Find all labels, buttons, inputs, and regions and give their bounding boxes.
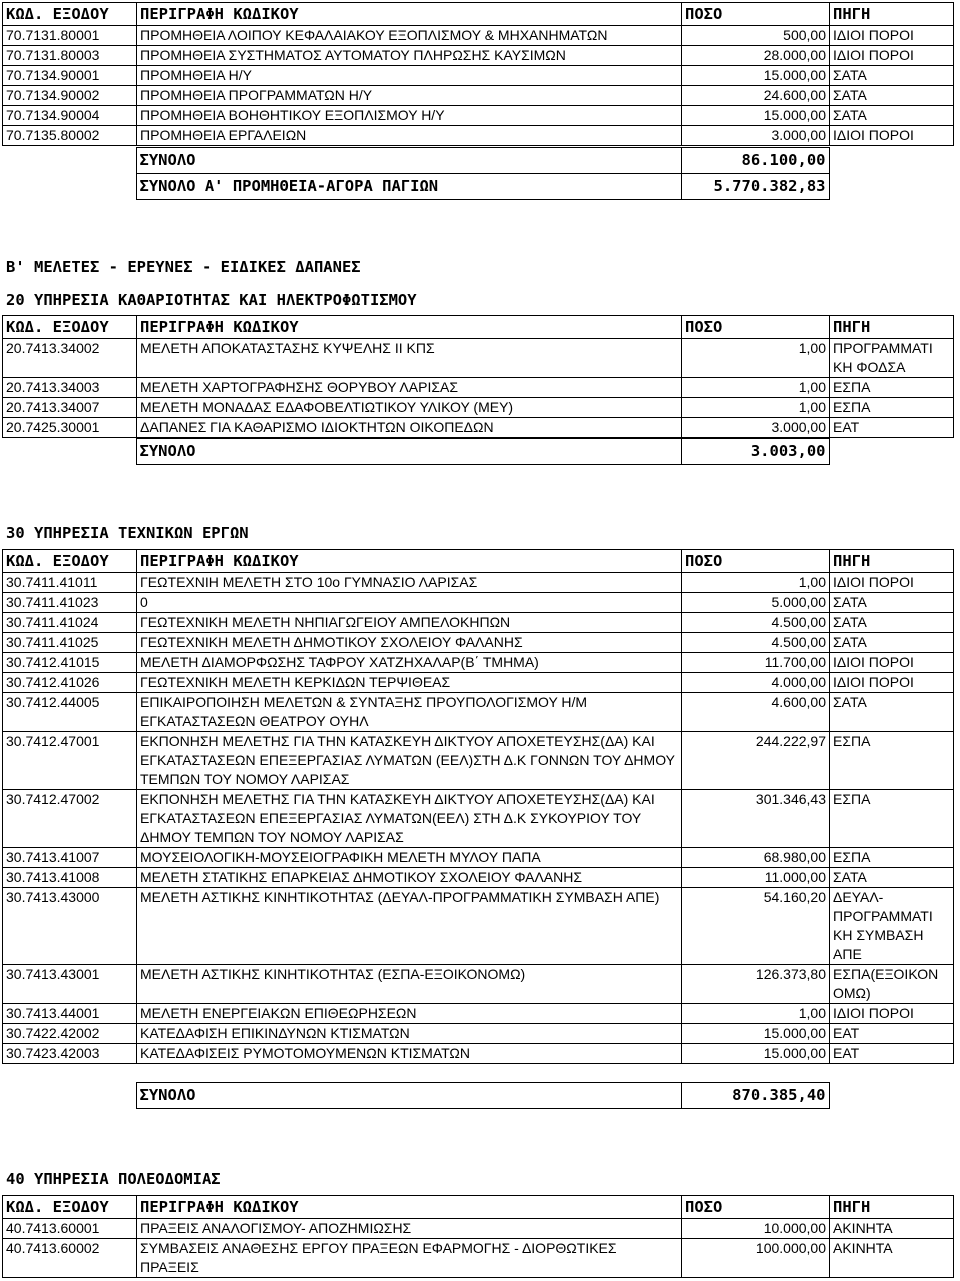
procurement-table <box>2 2 954 146</box>
table-row <box>3 418 954 438</box>
row-amount: 15.000,00 <box>682 106 830 126</box>
table-header <box>3 1196 954 1219</box>
header-code: ΚΩΔ. ΕΞΟΔΟΥ <box>3 1196 137 1219</box>
row-amount: 10.000,00 <box>682 1219 830 1239</box>
header-source: ΠΗΓΗ <box>830 550 954 573</box>
header-code: ΚΩΔ. ΕΞΟΔΟΥ <box>3 3 137 26</box>
row-amount: 3.000,00 <box>682 418 830 438</box>
table-row <box>3 633 954 653</box>
section-20-totals <box>2 438 953 465</box>
row-description: ΔΑΠΑΝΕΣ ΓΙΑ ΚΑΘΑΡΙΣΜΟ ΙΔΙΟΚΤΗΤΩΝ ΟΙΚΟΠΕΔΩΝ <box>137 418 682 438</box>
total-row <box>2 439 953 465</box>
table-row <box>3 732 954 790</box>
row-description: ΠΡΑΞΕΙΣ ΑΝΑΛΟΓΙΣΜΟΥ- ΑΠΟΖΗΜΙΩΣΗΣ <box>137 1219 682 1239</box>
row-source: ΕΣΠΑ <box>830 848 954 868</box>
header-source: ΠΗΓΗ <box>830 1196 954 1219</box>
table-row <box>3 1004 954 1024</box>
table-row <box>3 693 954 732</box>
row-code: 30.7413.43001 <box>3 965 137 1004</box>
row-amount: 24.600,00 <box>682 86 830 106</box>
table-row <box>3 398 954 418</box>
table-row <box>3 1219 954 1239</box>
row-description: ΜΕΛΕΤΗ ΕΝΕΡΓΕΙΑΚΩΝ ΕΠΙΘΕΩΡΗΣΕΩΝ <box>137 1004 682 1024</box>
row-amount: 1,00 <box>682 398 830 418</box>
row-amount: 4.600,00 <box>682 693 830 732</box>
row-code: 70.7135.80002 <box>3 126 137 146</box>
row-amount: 500,00 <box>682 26 830 46</box>
table-row <box>3 66 954 86</box>
total-label: ΣΥΝΟΛΟ <box>136 439 681 465</box>
row-source: ΙΔΙΟΙ ΠΟΡΟΙ <box>830 46 954 66</box>
row-description: ΠΡΟΜΗΘΕΙΑ ΛΟΙΠΟΥ ΚΕΦΑΛΑΙΑΚΟΥ ΕΞΟΠΛΙΣΜΟΥ & ΜΗΧΑΝΗΜΑΤΩΝ <box>137 26 682 46</box>
grand-total-label: ΣΥΝΟΛΟ Α' ΠΡΟΜΗΘΕΙΑ-ΑΓΟΡΑ ΠΑΓΙΩΝ <box>136 174 681 200</box>
row-source: ΙΔΙΟΙ ΠΟΡΟΙ <box>830 673 954 693</box>
header-amount: ΠΟΣΟ <box>682 316 830 339</box>
header-desc: ΠΕΡΙΓΡΑΦΗ ΚΩΔΙΚΟΥ <box>137 550 682 573</box>
row-source: ΕΑΤ <box>830 1044 954 1064</box>
row-description: ΜΕΛΕΤΗ ΧΑΡΤΟΓΡΑΦΗΣΗΣ ΘΟΡΥΒΟΥ ΛΑΡΙΣΑΣ <box>137 378 682 398</box>
total-value: 86.100,00 <box>681 148 829 174</box>
header-source: ΠΗΓΗ <box>830 3 954 26</box>
row-code: 30.7413.41008 <box>3 868 137 888</box>
row-code: 30.7413.41007 <box>3 848 137 868</box>
row-amount: 54.160,20 <box>682 888 830 965</box>
row-code: 40.7413.60002 <box>3 1239 137 1278</box>
row-source: ΕΑΤ <box>830 1024 954 1044</box>
row-amount: 1,00 <box>682 1004 830 1024</box>
row-source: ΕΣΠΑ <box>830 398 954 418</box>
row-source: ΙΔΙΟΙ ΠΟΡΟΙ <box>830 126 954 146</box>
row-description: ΓΕΩΤΕΧΝΙΚΗ ΜΕΛΕΤΗ ΝΗΠΙΑΓΩΓΕΙΟΥ ΑΜΠΕΛΟΚΗΠΩΝ <box>137 613 682 633</box>
chapter-b-title: Β' ΜΕΛΕΤΕΣ - ΕΡΕΥΝΕΣ - ΕΙΔΙΚΕΣ ΔΑΠΑΝΕΣ <box>6 258 361 276</box>
row-code: 20.7413.34002 <box>3 339 137 378</box>
row-amount: 11.000,00 <box>682 868 830 888</box>
row-description: ΠΡΟΜΗΘΕΙΑ ΠΡΟΓΡΑΜΜΑΤΩΝ Η/Υ <box>137 86 682 106</box>
row-code: 30.7413.43000 <box>3 888 137 965</box>
grand-total-row <box>2 174 953 200</box>
table-row <box>3 26 954 46</box>
header-code: ΚΩΔ. ΕΞΟΔΟΥ <box>3 550 137 573</box>
header-amount: ΠΟΣΟ <box>682 1196 830 1219</box>
table-row <box>3 888 954 965</box>
row-description: ΕΠΙΚΑΙΡΟΠΟΙΗΣΗ ΜΕΛΕΤΩΝ & ΣΥΝΤΑΞΗΣ ΠΡΟΥΠΟΛΟΓΙΣΜΟΥ Η/Μ ΕΓΚΑΤΑΣΤΑΣΕΩΝ ΘΕΑΤΡΟΥ ΟΥΗΛ <box>137 693 682 732</box>
row-source: ΕΣΠΑ <box>830 790 954 848</box>
row-source: ΔΕΥΑΛ-ΠΡΟΓΡΑΜΜΑΤΙ ΚΗ ΣΥΜΒΑΣΗ ΑΠΕ <box>830 888 954 965</box>
row-code: 20.7413.34003 <box>3 378 137 398</box>
row-description: ΜΕΛΕΤΗ ΜΟΝΑΔΑΣ ΕΔΑΦΟΒΕΛΤΙΩΤΙΚΟΥ ΥΛΙΚΟΥ (ΜΕΥ) <box>137 398 682 418</box>
row-source: ΣΑΤΑ <box>830 633 954 653</box>
section-30-title: 30 ΥΠΗΡΕΣΙΑ ΤΕΧΝΙΚΩΝ ΕΡΓΩΝ <box>6 524 249 542</box>
row-code: 30.7412.47001 <box>3 732 137 790</box>
table-row <box>3 848 954 868</box>
section-30-table <box>2 549 954 1064</box>
row-amount: 1,00 <box>682 378 830 398</box>
row-description: ΜΕΛΕΤΗ ΑΠΟΚΑΤΑΣΤΑΣΗΣ ΚΥΨΕΛΗΣ ΙΙ ΚΠΣ <box>137 339 682 378</box>
row-source: ΠΡΟΓΡΑΜΜΑΤΙ ΚΗ ΦΟΔΣΑ <box>830 339 954 378</box>
table-row <box>3 790 954 848</box>
table-header <box>3 3 954 26</box>
row-amount: 100.000,00 <box>682 1239 830 1278</box>
row-source: ΕΑΤ <box>830 418 954 438</box>
row-amount: 11.700,00 <box>682 653 830 673</box>
header-amount: ΠΟΣΟ <box>682 3 830 26</box>
row-code: 70.7134.90002 <box>3 86 137 106</box>
row-description: ΕΚΠΟΝΗΣΗ ΜΕΛΕΤΗΣ ΓΙΑ ΤΗΝ ΚΑΤΑΣΚΕΥΗ ΔΙΚΤΥΟΥ ΑΠΟΧΕΤΕΥΣΗΣ(ΔΑ) ΚΑΙ ΕΓΚΑΤΑΣΤΑΣΕΩΝ ΕΠΕΞΕΡΓΑΣΙΑΣ ΛΥΜΑΤΩΝ(ΕΕΛ) ΣΤΗ Δ.Κ ΣΥΚΟΥΡΙΟΥ ΤΟΥ ΔΗΜΟΥ ΤΕΜΠΩΝ ΤΟΥ ΝΟΜΟΥ ΛΑΡΙΣΑΣ <box>137 790 682 848</box>
row-description: ΠΡΟΜΗΘΕΙΑ ΒΟΗΘΗΤΙΚΟΥ ΕΞΟΠΛΙΣΜΟΥ Η/Υ <box>137 106 682 126</box>
table-row <box>3 86 954 106</box>
table-body <box>3 1219 954 1278</box>
table-row <box>3 593 954 613</box>
table-row <box>3 613 954 633</box>
row-source: ΣΑΤΑ <box>830 693 954 732</box>
total-label: ΣΥΝΟΛΟ <box>136 1083 681 1109</box>
row-amount: 301.346,43 <box>682 790 830 848</box>
row-source: ΕΣΠΑ <box>830 378 954 398</box>
table-row <box>3 868 954 888</box>
row-source: ΙΔΙΟΙ ΠΟΡΟΙ <box>830 573 954 593</box>
row-code: 30.7411.41023 <box>3 593 137 613</box>
row-source: ΣΑΤΑ <box>830 868 954 888</box>
row-description: ΕΚΠΟΝΗΣΗ ΜΕΛΕΤΗΣ ΓΙΑ ΤΗΝ ΚΑΤΑΣΚΕΥΗ ΔΙΚΤΥΟΥ ΑΠΟΧΕΤΕΥΣΗΣ(ΔΑ) ΚΑΙ ΕΓΚΑΤΑΣΤΑΣΕΩΝ ΕΠΕΞΕΡΓΑΣΙΑΣ ΛΥΜΑΤΩΝ (ΕΕΛ)ΣΤΗ Δ.Κ ΓΟΝΝΩΝ ΤΟΥ ΔΗΜΟΥ ΤΕΜΠΩΝ ΤΟΥ ΝΟΜΟΥ ΛΑΡΙΣΑΣ <box>137 732 682 790</box>
row-code: 30.7411.41011 <box>3 573 137 593</box>
section-20-title: 20 ΥΠΗΡΕΣΙΑ ΚΑΘΑΡΙΟΤΗΤΑΣ ΚΑΙ ΗΛΕΚΤΡΟΦΩΤΙΣΜΟΥ <box>6 291 417 309</box>
row-amount: 4.500,00 <box>682 613 830 633</box>
section-40-table <box>2 1195 954 1278</box>
section-30-totals <box>2 1082 953 1109</box>
row-description: ΣΥΜΒΑΣΕΙΣ ΑΝΑΘΕΣΗΣ ΕΡΓΟΥ ΠΡΑΞΕΩΝ ΕΦΑΡΜΟΓΗΣ - ΔΙΟΡΘΩΤΙΚΕΣ ΠΡΑΞΕΙΣ <box>137 1239 682 1278</box>
row-amount: 4.000,00 <box>682 673 830 693</box>
table-row <box>3 1239 954 1278</box>
table-row <box>3 965 954 1004</box>
row-description: ΓΕΩΤΕΧΝΙΚΗ ΜΕΛΕΤΗ ΚΕΡΚΙΔΩΝ ΤΕΡΨΙΘΕΑΣ <box>137 673 682 693</box>
row-code: 20.7425.30001 <box>3 418 137 438</box>
section-40-title: 40 ΥΠΗΡΕΣΙΑ ΠΟΛΕΟΔΟΜΙΑΣ <box>6 1170 221 1188</box>
table-row <box>3 673 954 693</box>
row-code: 70.7131.80003 <box>3 46 137 66</box>
total-row <box>2 1083 953 1109</box>
row-description: ΜΕΛΕΤΗ ΔΙΑΜΟΡΦΩΣΗΣ ΤΑΦΡΟΥ ΧΑΤΖΗΧΑΛΑΡ(Β΄ ΤΜΗΜΑ) <box>137 653 682 673</box>
header-amount: ΠΟΣΟ <box>682 550 830 573</box>
row-amount: 3.000,00 <box>682 126 830 146</box>
row-code: 30.7422.42002 <box>3 1024 137 1044</box>
row-source: ΣΑΤΑ <box>830 66 954 86</box>
table-row <box>3 126 954 146</box>
row-amount: 68.980,00 <box>682 848 830 868</box>
row-description: ΜΕΛΕΤΗ ΑΣΤΙΚΗΣ ΚΙΝΗΤΙΚΟΤΗΤΑΣ (ΕΣΠΑ-ΕΞΟΙΚΟΝΟΜΩ) <box>137 965 682 1004</box>
table-body <box>3 339 954 438</box>
table-row <box>3 653 954 673</box>
total-value: 3.003,00 <box>681 439 829 465</box>
row-code: 30.7412.41015 <box>3 653 137 673</box>
row-amount: 1,00 <box>682 573 830 593</box>
row-amount: 1,00 <box>682 339 830 378</box>
table-row <box>3 1024 954 1044</box>
row-amount: 15.000,00 <box>682 66 830 86</box>
row-description: ΜΟΥΣΕΙΟΛΟΓΙΚΗ-ΜΟΥΣΕΙΟΓΡΑΦΙΚΗ ΜΕΛΕΤΗ ΜΥΛΟΥ ΠΑΠΑ <box>137 848 682 868</box>
table-row <box>3 46 954 66</box>
row-description: 0 <box>137 593 682 613</box>
row-source: ΙΔΙΟΙ ΠΟΡΟΙ <box>830 653 954 673</box>
row-code: 70.7134.90001 <box>3 66 137 86</box>
table-row <box>3 339 954 378</box>
row-amount: 28.000,00 <box>682 46 830 66</box>
row-description: ΚΑΤΕΔΑΦΙΣΗ ΕΠΙΚΙΝΔΥΝΩΝ ΚΤΙΣΜΑΤΩΝ <box>137 1024 682 1044</box>
row-code: 30.7412.41026 <box>3 673 137 693</box>
row-source: ΙΔΙΟΙ ΠΟΡΟΙ <box>830 1004 954 1024</box>
table-header <box>3 550 954 573</box>
row-description: ΠΡΟΜΗΘΕΙΑ ΕΡΓΑΛΕΙΩΝ <box>137 126 682 146</box>
row-source: ΕΣΠΑ(ΕΞΟΙΚΟΝ ΟΜΩ) <box>830 965 954 1004</box>
row-description: ΜΕΛΕΤΗ ΑΣΤΙΚΗΣ ΚΙΝΗΤΙΚΟΤΗΤΑΣ (ΔΕΥΑΛ-ΠΡΟΓΡΑΜΜΑΤΙΚΗ ΣΥΜΒΑΣΗ ΑΠΕ) <box>137 888 682 965</box>
row-source: ΑΚΙΝΗΤΑ <box>830 1239 954 1278</box>
row-source: ΑΚΙΝΗΤΑ <box>830 1219 954 1239</box>
row-amount: 15.000,00 <box>682 1044 830 1064</box>
row-amount: 4.500,00 <box>682 633 830 653</box>
row-amount: 126.373,80 <box>682 965 830 1004</box>
row-description: ΓΕΩΤΕΧΝΙΗ ΜΕΛΕΤΗ ΣΤΟ 10ο ΓΥΜΝΑΣΙΟ ΛΑΡΙΣΑΣ <box>137 573 682 593</box>
header-desc: ΠΕΡΙΓΡΑΦΗ ΚΩΔΙΚΟΥ <box>137 3 682 26</box>
table-header <box>3 316 954 339</box>
row-amount: 244.222,97 <box>682 732 830 790</box>
row-source: ΣΑΤΑ <box>830 613 954 633</box>
table-row <box>3 106 954 126</box>
table-row <box>3 573 954 593</box>
grand-total-value: 5.770.382,83 <box>681 174 829 200</box>
row-source: ΕΣΠΑ <box>830 732 954 790</box>
row-code: 70.7134.90004 <box>3 106 137 126</box>
row-source: ΙΔΙΟΙ ΠΟΡΟΙ <box>830 26 954 46</box>
row-description: ΚΑΤΕΔΑΦΙΣΕΙΣ ΡΥΜΟΤΟΜΟΥΜΕΝΩΝ ΚΤΙΣΜΑΤΩΝ <box>137 1044 682 1064</box>
row-code: 70.7131.80001 <box>3 26 137 46</box>
table-row <box>3 378 954 398</box>
row-description: ΠΡΟΜΗΘΕΙΑ ΣΥΣΤΗΜΑΤΟΣ ΑΥΤΟΜΑΤΟΥ ΠΛΗΡΩΣΗΣ ΚΑΥΣΙΜΩΝ <box>137 46 682 66</box>
total-value: 870.385,40 <box>681 1083 829 1109</box>
row-code: 30.7411.41024 <box>3 613 137 633</box>
row-source: ΣΑΤΑ <box>830 106 954 126</box>
row-description: ΜΕΛΕΤΗ ΣΤΑΤΙΚΗΣ ΕΠΑΡΚΕΙΑΣ ΔΗΜΟΤΙΚΟΥ ΣΧΟΛΕΙΟΥ ΦΑΛΑΝΗΣ <box>137 868 682 888</box>
row-description: ΠΡΟΜΗΘΕΙΑ Η/Υ <box>137 66 682 86</box>
row-code: 30.7412.47002 <box>3 790 137 848</box>
row-description: ΓΕΩΤΕΧΝΙΚΗ ΜΕΛΕΤΗ ΔΗΜΟΤΙΚΟΥ ΣΧΟΛΕΙΟΥ ΦΑΛΑΝΗΣ <box>137 633 682 653</box>
row-code: 30.7411.41025 <box>3 633 137 653</box>
header-desc: ΠΕΡΙΓΡΑΦΗ ΚΩΔΙΚΟΥ <box>137 1196 682 1219</box>
row-code: 30.7412.44005 <box>3 693 137 732</box>
row-source: ΣΑΤΑ <box>830 593 954 613</box>
table-body <box>3 573 954 1064</box>
total-row <box>2 148 953 174</box>
total-label: ΣΥΝΟΛΟ <box>136 148 681 174</box>
row-source: ΣΑΤΑ <box>830 86 954 106</box>
section-20-table <box>2 315 954 438</box>
row-code: 20.7413.34007 <box>3 398 137 418</box>
row-amount: 5.000,00 <box>682 593 830 613</box>
header-code: ΚΩΔ. ΕΞΟΔΟΥ <box>3 316 137 339</box>
row-amount: 15.000,00 <box>682 1024 830 1044</box>
row-code: 30.7413.44001 <box>3 1004 137 1024</box>
header-source: ΠΗΓΗ <box>830 316 954 339</box>
table-body <box>3 26 954 146</box>
table-row <box>3 1044 954 1064</box>
row-code: 30.7423.42003 <box>3 1044 137 1064</box>
row-code: 40.7413.60001 <box>3 1219 137 1239</box>
header-desc: ΠΕΡΙΓΡΑΦΗ ΚΩΔΙΚΟΥ <box>137 316 682 339</box>
procurement-totals <box>2 147 953 200</box>
